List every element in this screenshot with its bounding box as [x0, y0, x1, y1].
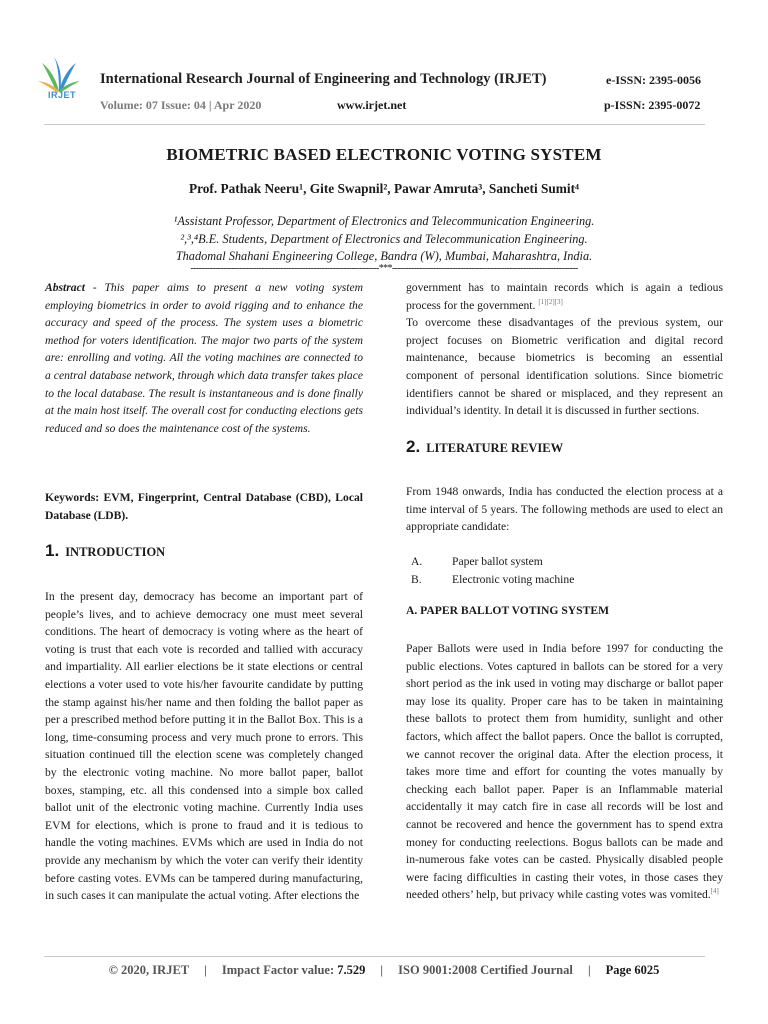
citation-1-3[interactable]: [1][2][3] — [538, 297, 563, 306]
paper-ballot-text: Paper Ballots were used in India before 1997 for conducting the public elections. Votes captured in ballots can be stored for a very short period as the ink used in voting may discharge or ballot paper may lose its quality. Proper care has to be taken in maintaining these ballots to protect them from humidity, sunlight and other factors, which affect the ballot papers. Once the ballot is corrupted, we cannot recover the original data. After the election process, it takes more time and effort for counting the votes manually by checking each ballot paper. Paper is an Inflammable material accidentally it may catch fire in case all records will be lost and cannot be recovered and hence the government has to spend extra money for conducting reelections. Bogus ballots can be made and in-numerous fake votes can be casted. Physically disabled people were facing difficulties in casting their votes, in those cases they needed others’ help, but privacy while casting votes was vomited. — [406, 642, 723, 902]
introduction-number: 1. — [45, 541, 60, 560]
list-item-label: A. — [411, 555, 423, 568]
journal-name: International Research Journal of Engineering and Technology (IRJET) — [100, 71, 547, 87]
volume-issue: Volume: 07 Issue: 04 | Apr 2020 — [100, 98, 262, 112]
footer-rule — [44, 956, 705, 957]
methods-list — [406, 553, 723, 589]
footer-page-number: Page 6025 — [605, 963, 660, 977]
right-top-block — [406, 279, 723, 420]
header-rule — [44, 124, 705, 125]
list-item-text: Electronic voting machine — [452, 573, 575, 586]
footer-iso: ISO 9001:2008 Certified Journal — [398, 963, 573, 977]
page-footer — [0, 963, 768, 978]
footer-impact-value: 7.529 — [337, 963, 366, 977]
literature-review-heading — [406, 437, 723, 457]
footer-divider: | — [587, 963, 591, 977]
literature-review-body: From 1948 onwards, India has conducted the election process at a time interval of 5 years. The following methods are used to elect an appropriate candidate: — [406, 485, 723, 534]
footer-divider: | — [204, 963, 207, 977]
introduction-heading — [45, 541, 363, 561]
section-separator: ---------------------------------------------------------------------***-------------------------------------------------------------------- — [190, 263, 578, 274]
abstract-body: - This paper aims to present a new voting system employing biometrics in order to avoid rigging and to enhance the accuracy and speed of the process. The system uses a biometric method for voters identification. The major two parts of the system are: enrolling and voting. All the voting machines are connected to a central database network, through which data transfer takes place to the local database. The result is instantaneous and is done finally at the main host itself. The overall cost for conducting elections gets reduced and so does the maintenance cost of the systems. — [45, 281, 363, 435]
list-item — [406, 553, 723, 571]
literature-review-number: 2. — [406, 437, 421, 456]
paper-authors: Prof. Pathak Neeru¹, Gite Swapnil², Pawar Amruta³, Sancheti Sumit⁴ — [189, 181, 579, 196]
logo-text: IRJET — [48, 90, 77, 100]
introduction-body: In the present day, democracy has become an important part of people’s lives, and to achieve democracy one must meet several conditions. The heart of democracy is voting where as the heart of voting is trust that each vote is recorded and tallied with accuracy and impartiality. All earlier elections be it state elections or central elections a voter used to vote his/her favourite candidate by putting the stamp against his/her name and then folding the ballot paper as per a prescribed method before putting it in the Ballot Box. This is a long, time-consuming process and very much prone to errors. This situation continued till the election scene was completely changed by the electronic voting machine. No more ballot paper, ballot boxes, stamping, etc. all this condensed into a simple box called ballot unit of the electronic voting machine. Currently India uses EVM for elections, which is prone to fraud and it is tedious to handle the voting machines. EVMs which are used in India do not provide any mechanism by which the voter can verify their identity before casting votes. EVMs can be tampered during manufacturing, in such cases it can manipulate the actual voting. After elections the — [45, 590, 363, 903]
introduction-title: INTRODUCTION — [65, 545, 166, 559]
continuation-paragraph — [406, 279, 723, 314]
list-item-text: Paper ballot system — [452, 555, 543, 568]
affiliation-1: ¹Assistant Professor, Department of Electronics and Telecommunication Engineering. — [173, 214, 595, 228]
keywords: Keywords: EVM, Fingerprint, Central Database (CBD), Local Database (LDB). — [45, 491, 363, 522]
p-issn: p-ISSN: 2395-0072 — [604, 98, 701, 112]
paper-ballot-heading: A. PAPER BALLOT VOTING SYSTEM — [406, 604, 610, 617]
affiliation-2: ²,³,⁴B.E. Students, Department of Electronics and Telecommunication Engineering. — [180, 232, 588, 246]
footer-impact-label: Impact Factor value: — [221, 963, 335, 977]
proposed-system-paragraph: To overcome these disadvantages of the previous system, our project focuses on Biometric verification and digital record maintenance, because biometrics is becoming an essential component of personal identification solutions. Since biometric identifiers cannot be shared or misplaced, and they represent an individual’s identity. In detail it is discussed in further sections. — [406, 316, 723, 418]
paper-ballot-body — [406, 640, 723, 904]
paper-title: BIOMETRIC BASED ELECTRONIC VOTING SYSTEM — [166, 145, 602, 164]
citation-4[interactable]: [4] — [710, 887, 719, 896]
irjet-logo-leaves-icon — [36, 55, 82, 95]
affiliation-3: Thadomal Shahani Engineering College, Bandra (W), Mumbai, Maharashtra, India. — [175, 249, 593, 263]
abstract-lead: Abstract — [45, 281, 85, 294]
e-issn: e-ISSN: 2395-0056 — [606, 73, 701, 87]
continuation-text: government has to maintain records which is again a tedious process for the government. — [406, 281, 723, 312]
literature-review-title: LITERATURE REVIEW — [426, 441, 564, 455]
abstract — [45, 279, 363, 437]
footer-divider: | — [380, 963, 384, 977]
list-item-label: B. — [411, 573, 422, 586]
list-item — [406, 571, 723, 589]
footer-copyright: © 2020, IRJET — [108, 963, 190, 977]
website-link[interactable]: www.irjet.net — [337, 98, 407, 112]
